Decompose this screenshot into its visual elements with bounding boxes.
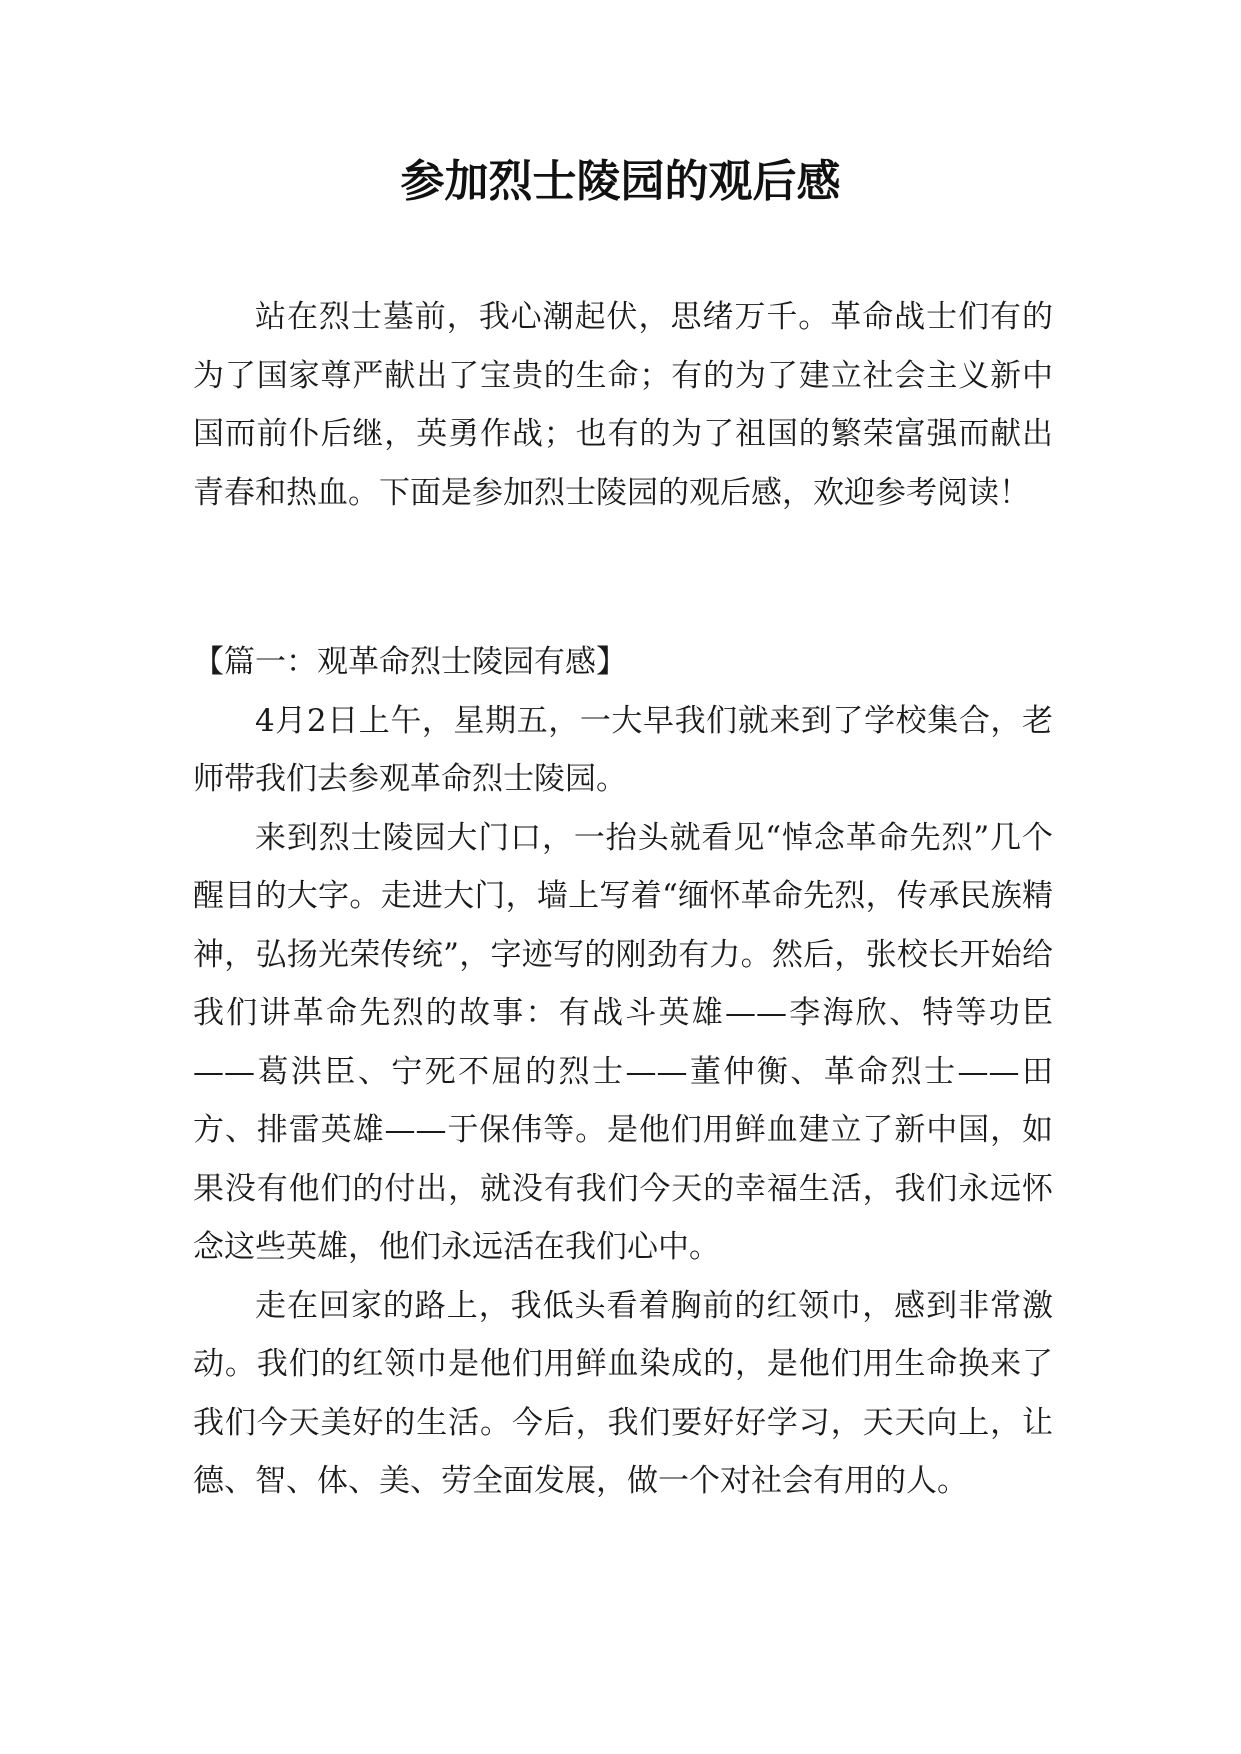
intro-paragraph: 站在烈士墓前，我心潮起伏，思绪万千。革命战士们有的为了国家尊严献出了宝贵的生命；有的为了建立社会主义新中国而前仆后继，英勇作战；也有的为了祖国的繁荣富强而献出青春和热血。下面是参加烈士陵园的观后感，欢迎参考阅读！ — [193, 299, 1053, 511]
document-title: 参加烈士陵园的观后感 — [400, 156, 841, 207]
section-one — [193, 633, 1053, 1511]
section-heading: 【篇一：观革命烈士陵园有感】 — [193, 644, 627, 680]
section-paragraph-3: 走在回家的路上，我低头看着胸前的红领巾，感到非常激动。我们的红领巾是他们用鲜血染成的，是他们用生命换来了我们今天美好的生活。今后，我们要好好学习，天天向上，让德、智、体、美、劳全面发展，做一个对社会有用的人。 — [193, 1287, 1053, 1499]
section-paragraph-1: 4月2日上午，星期五，一大早我们就来到了学校集合，老师带我们去参观革命烈士陵园。 — [193, 702, 1053, 797]
intro-block — [193, 288, 1053, 522]
section-paragraph-2: 来到烈士陵园大门口，一抬头就看见“悼念革命先烈”几个醒目的大字。走进大门，墙上写着“缅怀革命先烈，传承民族精神，弘扬光荣传统”，字迹写的刚劲有力。然后，张校长开始给我们讲革命先烈的故事：有战斗英雄——李海欣、特等功臣——葛洪臣、宁死不屈的烈士——董仲衡、革命烈士——田方、排雷英雄——于保伟等。是他们用鲜血建立了新中国，如果没有他们的付出，就没有我们今天的幸福生活，我们永远怀念这些英雄，他们永远活在我们心中。 — [193, 819, 1053, 1265]
